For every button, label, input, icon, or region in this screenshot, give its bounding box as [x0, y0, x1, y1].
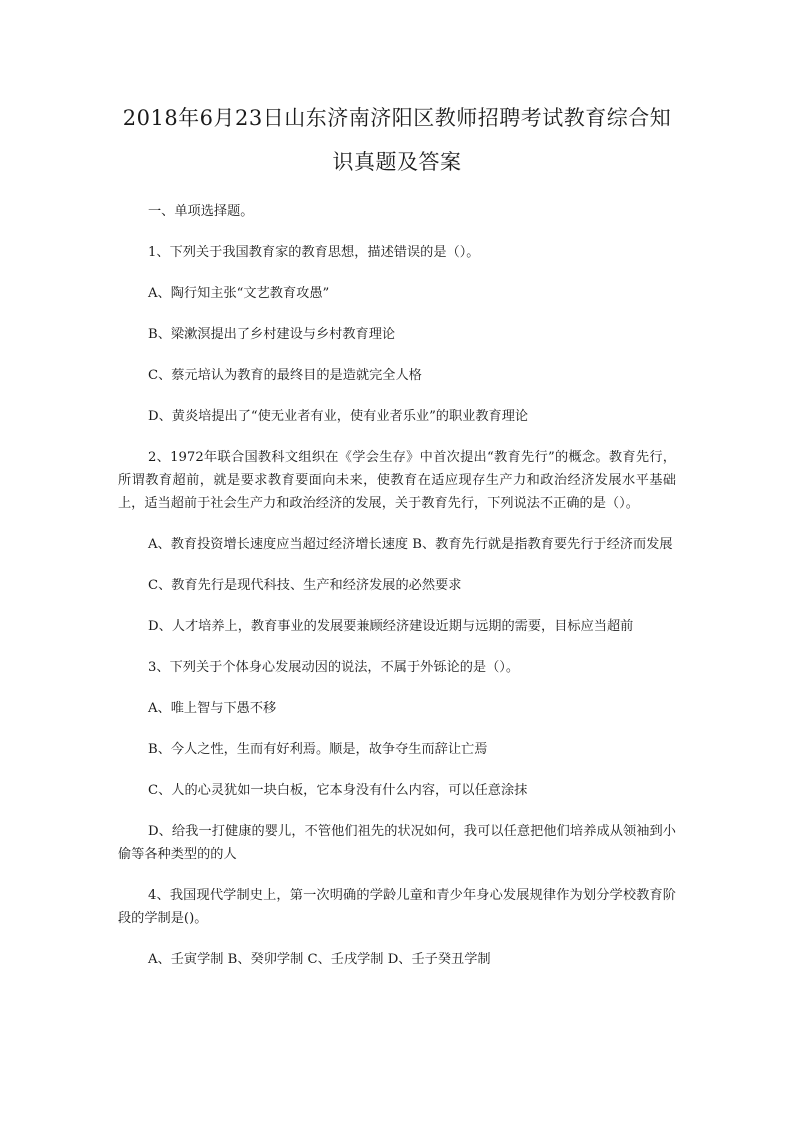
question-1-option-b: B、梁漱溟提出了乡村建设与乡村教育理论: [148, 327, 396, 342]
question-2-option-ab: A、教育投资增长速度应当超过经济增长速度 B、教育先行就是指教育要先行于经济而发展: [148, 537, 673, 552]
section-heading: 一、单项选择题。: [148, 204, 254, 219]
question-4-options: A、壬寅学制 B、癸卯学制 C、壬戌学制 D、壬子癸丑学制: [148, 952, 491, 967]
question-4-stem: 4、我国现代学制史上，第一次明确的学龄儿童和青少年身心发展规律作为划分学校教育阶段的学制是()。: [118, 888, 676, 926]
question-2-stem: 2、1972年联合国教科文组织在《学会生存》中首次提出“教育先行”的概念。教育先行，所谓教育超前，就是要求教育要面向未来，使教育在适应现存生产力和政治经济发展水平基础上，适当超前于社会生产力和政治经济的发展，关于教育先行，下列说法不正确的是（）。: [118, 450, 676, 511]
question-1-option-d: D、黄炎培提出了“使无业者有业，使有业者乐业”的职业教育理论: [148, 409, 529, 424]
question-3-option-a: A、唯上智与下愚不移: [148, 701, 277, 716]
question-1-option-a: A、陶行知主张“文艺教育攻愚”: [148, 286, 330, 301]
question-2-option-d: D、人才培养上，教育事业的发展要兼顾经济建设近期与远期的需要，目标应当超前: [148, 619, 634, 634]
question-1-option-c: C、蔡元培认为教育的最终目的是造就完全人格: [148, 368, 422, 383]
page-title: 2018年6月23日山东济南济阳区教师招聘考试教育综合知识真题及答案: [122, 106, 672, 174]
question-2-option-c: C、教育先行是现代科技、生产和经济发展的必然要求: [148, 578, 462, 593]
question-1-stem: 1、下列关于我国教育家的教育思想，描述错误的是（）。: [148, 245, 480, 260]
question-3-stem: 3、下列关于个体身心发展动因的说法，不属于外铄论的是（）。: [148, 660, 520, 675]
question-3-option-b: B、今人之性，生而有好利焉。顺是，故争夺生而辞让亡焉: [148, 742, 488, 757]
question-3-option-c: C、人的心灵犹如一块白板，它本身没有什么内容，可以任意涂抹: [148, 783, 528, 798]
question-3-option-d: D、给我一打健康的婴儿，不管他们祖先的状况如何，我可以任意把他们培养成从领袖到小偷等各种类型的的人: [118, 824, 676, 862]
